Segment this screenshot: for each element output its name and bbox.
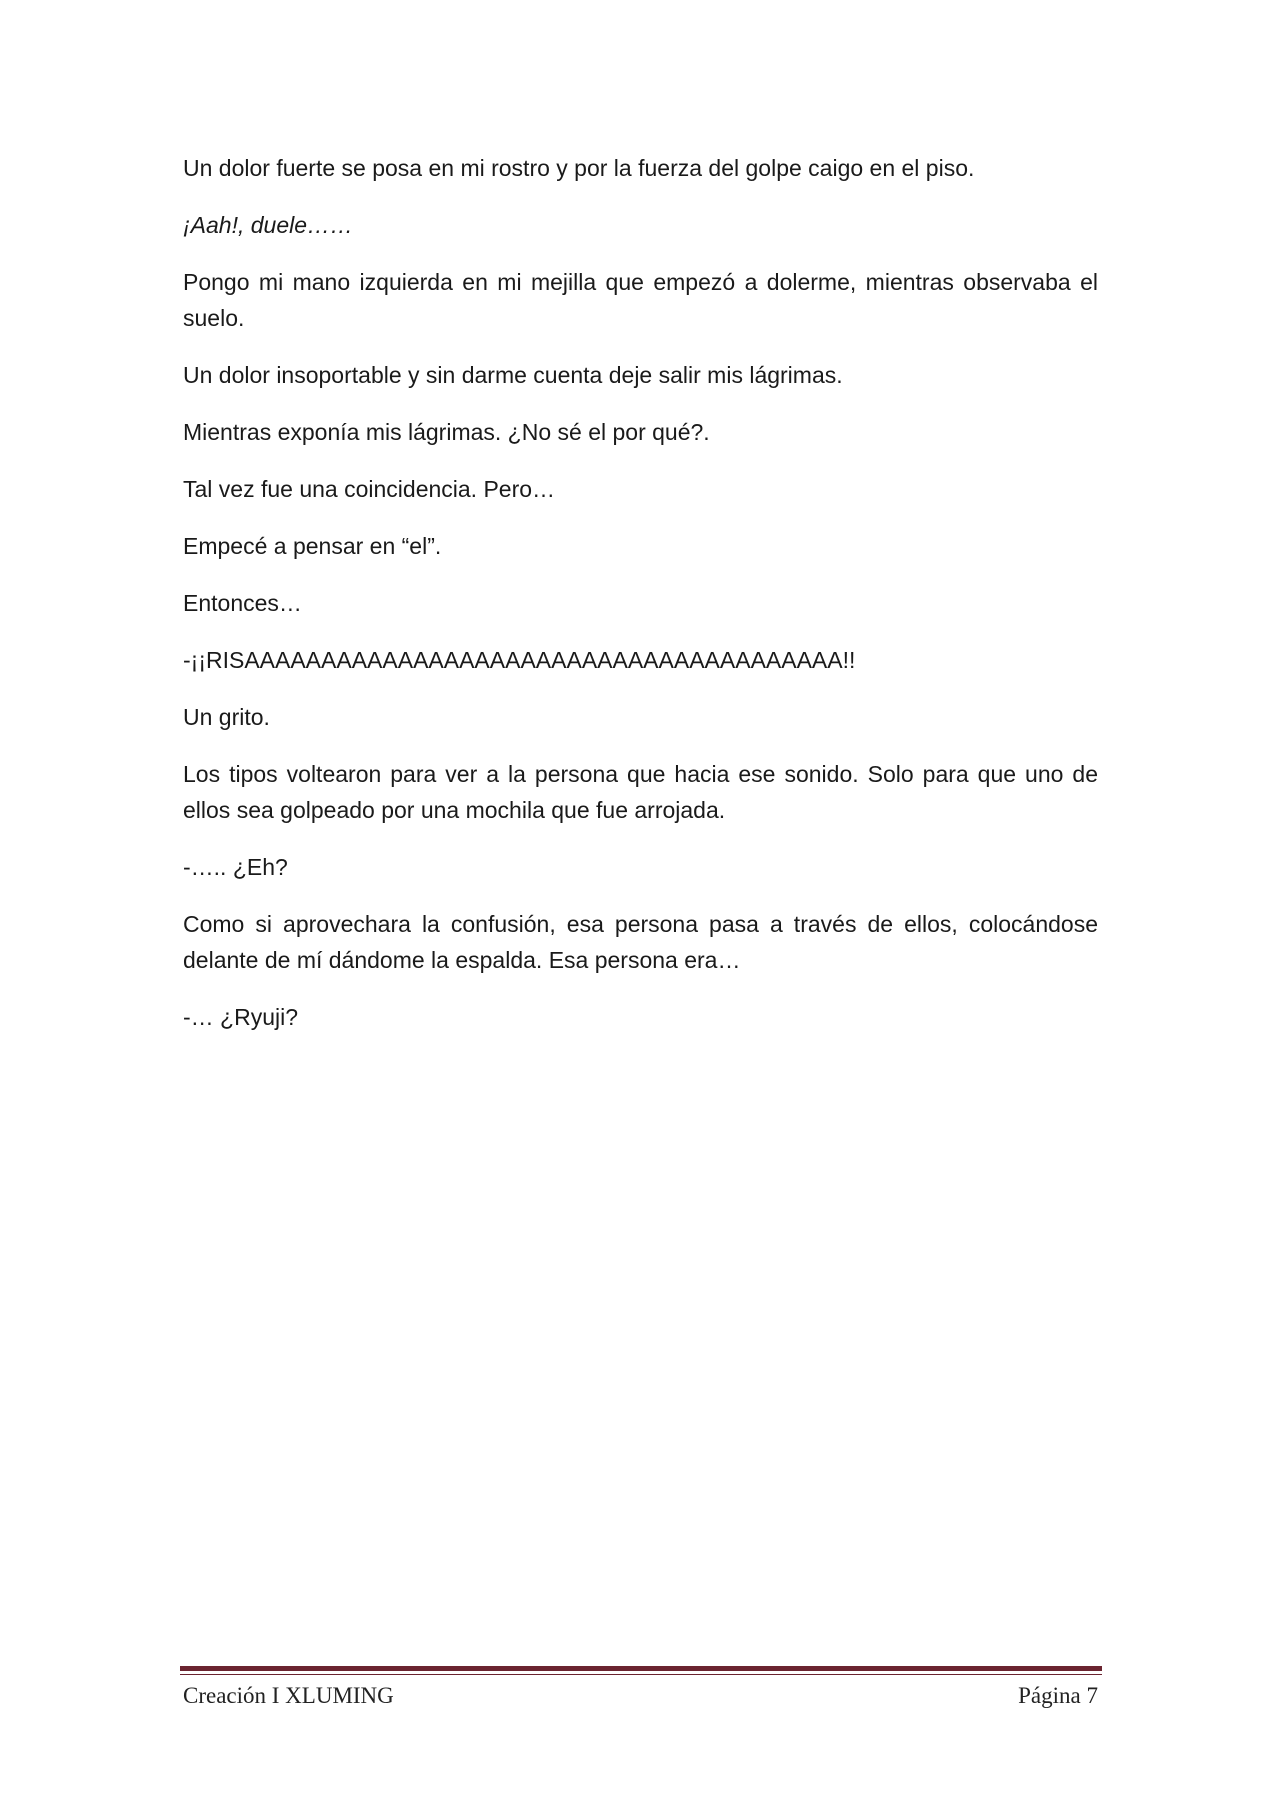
paragraph: -….. ¿Eh? [183, 854, 288, 880]
paragraph: Un dolor insoportable y sin darme cuenta deje salir mis lágrimas. [183, 362, 843, 388]
page-number: Página 7 [1018, 1683, 1098, 1708]
paragraph: Mientras exponía mis lágrimas. ¿No sé el por qué?. [183, 419, 710, 445]
paragraph: -¡¡RISAAAAAAAAAAAAAAAAAAAAAAAAAAAAAAAAAAAAAAA!! [183, 647, 856, 673]
footer-credit: Creación I XLUMING [183, 1683, 394, 1708]
footer-divider [180, 1666, 1102, 1671]
paragraph: Un grito. [183, 704, 270, 730]
paragraph: Tal vez fue una coincidencia. Pero… [183, 476, 556, 502]
paragraph: Los tipos voltearon para ver a la persona que hacia ese sonido. Solo para que uno de ellos sea golpeado por una mochila que fue arrojada. [183, 761, 1098, 823]
paragraph: ¡Aah!, duele…… [183, 212, 354, 238]
paragraph: Pongo mi mano izquierda en mi mejilla que empezó a dolerme, mientras observaba el suelo. [183, 269, 1098, 331]
paragraph: Empecé a pensar en “el”. [183, 533, 442, 559]
paragraph: -… ¿Ryuji? [183, 1004, 299, 1030]
paragraph: Un dolor fuerte se posa en mi rostro y por la fuerza del golpe caigo en el piso. [183, 155, 975, 181]
footer-divider-thin [180, 1674, 1102, 1675]
document-body [183, 150, 1098, 1056]
paragraph: Como si aprovechara la confusión, esa persona pasa a través de ellos, colocándose delante de mí dándome la espalda. Esa persona era… [183, 911, 1098, 973]
paragraph: Entonces… [183, 590, 302, 616]
